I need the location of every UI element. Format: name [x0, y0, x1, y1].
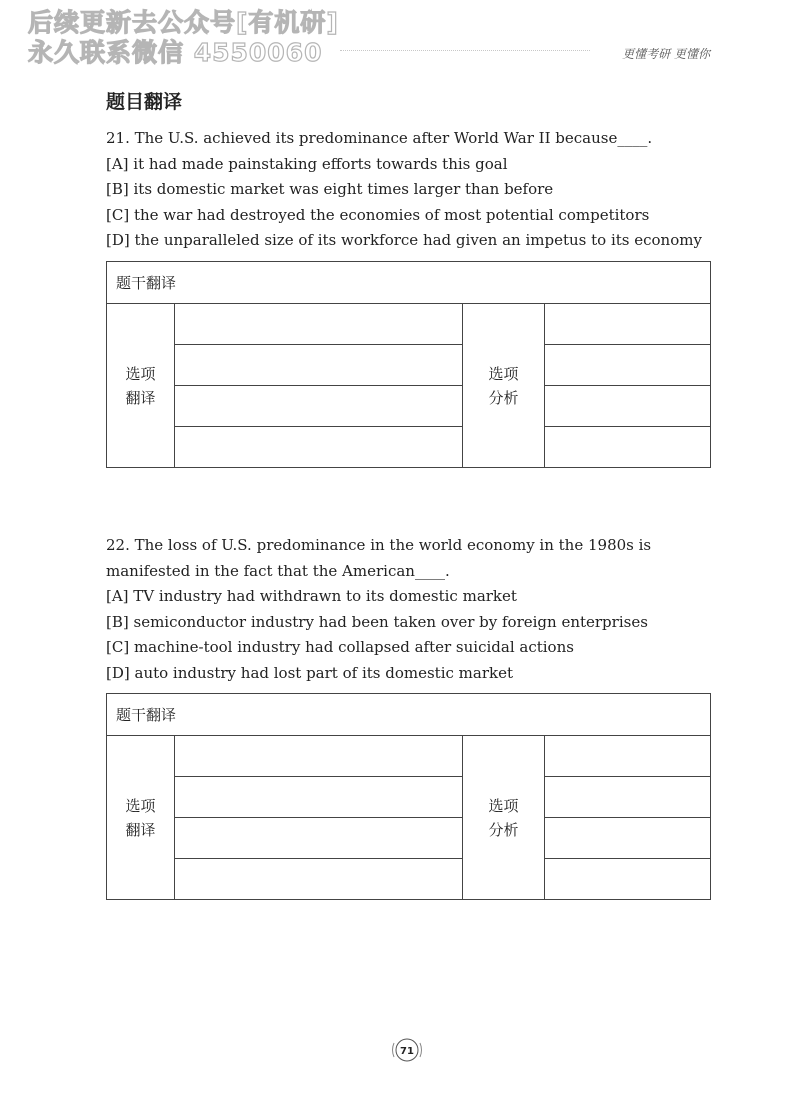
option-b: [B] its domestic market was eight times larger than before: [106, 180, 554, 198]
watermark-line-2: 永久联系微信 4550060: [28, 38, 323, 67]
option-translation-cell-a[interactable]: [175, 736, 463, 777]
option-translation-cell-b[interactable]: [175, 777, 463, 818]
translation-table-21: [106, 261, 711, 468]
header-slogan: 更懂考研 更懂你: [622, 47, 710, 61]
option-analysis-cell-c[interactable]: [545, 818, 711, 859]
option-analysis-label: 选项 分析: [463, 736, 545, 900]
header-divider: [340, 50, 590, 51]
question-21: [106, 126, 712, 254]
option-b: [B] semiconductor industry had been taken over by foreign enterprises: [106, 612, 648, 631]
stem-translation-label: 题干翻译: [116, 706, 177, 724]
option-translation-cell-d[interactable]: [175, 427, 463, 468]
option-analysis-cell-b[interactable]: [545, 345, 711, 386]
option-d: [D] auto industry had lost part of its domestic market: [106, 663, 513, 682]
option-translation-label: 选项 翻译: [107, 304, 175, 468]
option-d: [D] the unparalleled size of its workforce had given an impetus to its economy: [106, 231, 702, 249]
option-analysis-cell-d[interactable]: [545, 427, 711, 468]
option-translation-cell-c[interactable]: [175, 386, 463, 427]
option-a: [A] TV industry had withdrawn to its domestic market: [106, 587, 517, 605]
page-number: 71: [400, 1046, 414, 1057]
question-stem: 22. The loss of U.S. predominance in the world economy in the 1980s is manifested in the fact that the American____.: [106, 536, 652, 580]
option-c: [C] the war had destroyed the economies of most potential competitors: [106, 205, 650, 224]
section-title: 题目翻译: [106, 91, 183, 113]
page-number-badge: [391, 1036, 423, 1064]
option-c: [C] machine-tool industry had collapsed after suicidal actions: [106, 638, 574, 656]
translation-table-22: [106, 693, 711, 900]
question-22: [106, 533, 712, 686]
option-translation-cell-b[interactable]: [175, 345, 463, 386]
option-translation-label: 选项 翻译: [107, 736, 175, 900]
option-analysis-cell-a[interactable]: [545, 304, 711, 345]
option-translation-cell-a[interactable]: [175, 304, 463, 345]
option-analysis-cell-d[interactable]: [545, 859, 711, 900]
watermark-line-1: 后续更新去公众号[有机研]: [28, 8, 339, 37]
stem-translation-label: 题干翻译: [116, 274, 177, 292]
option-translation-cell-d[interactable]: [175, 859, 463, 900]
stem-translation-cell[interactable]: [107, 262, 711, 304]
option-analysis-cell-b[interactable]: [545, 777, 711, 818]
question-stem: 21. The U.S. achieved its predominance after World War II because____.: [106, 129, 653, 147]
option-analysis-cell-a[interactable]: [545, 736, 711, 777]
stem-translation-cell[interactable]: [107, 694, 711, 736]
option-a: [A] it had made painstaking efforts towards this goal: [106, 154, 508, 173]
option-analysis-cell-c[interactable]: [545, 386, 711, 427]
option-translation-cell-c[interactable]: [175, 818, 463, 859]
option-analysis-label: 选项 分析: [463, 304, 545, 468]
